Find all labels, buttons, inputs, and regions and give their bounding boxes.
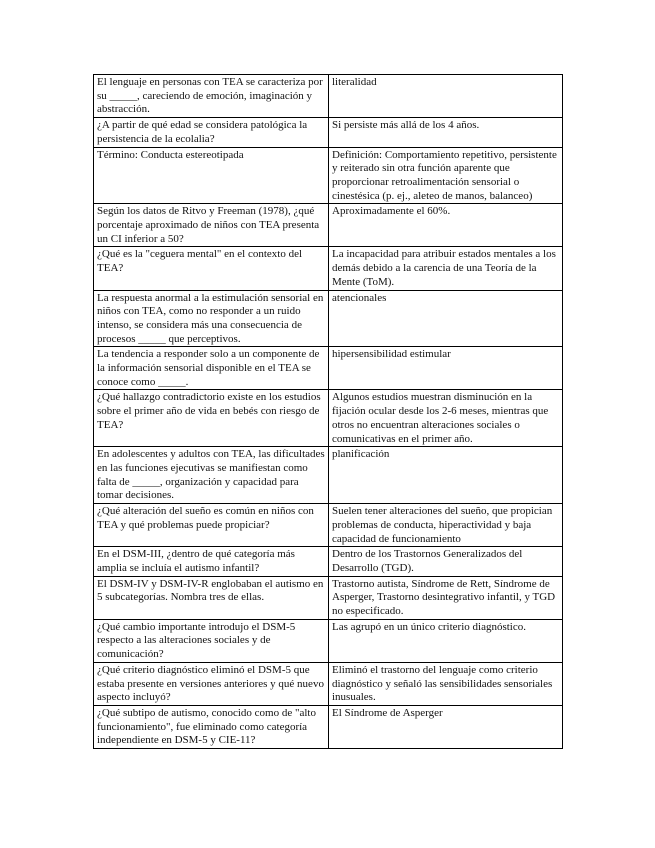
answer-cell: Dentro de los Trastornos Generalizados del Desarrollo (TGD).	[329, 547, 563, 576]
answer-cell: El Síndrome de Asperger	[329, 705, 563, 748]
question-cell: La tendencia a responder solo a un componente de la información sensorial disponible en el TEA se conoce como _____.	[94, 347, 329, 390]
answer-cell: Aproximadamente el 60%.	[329, 204, 563, 247]
table-row	[94, 290, 563, 347]
table-row	[94, 662, 563, 705]
answer-cell: atencionales	[329, 290, 563, 347]
table-row	[94, 75, 563, 118]
question-cell: El lenguaje en personas con TEA se caracteriza por su _____, careciendo de emoción, imaginación y abstracción.	[94, 75, 329, 118]
question-cell: En adolescentes y adultos con TEA, las dificultades en las funciones ejecutivas se manifiestan como falta de _____, organización y capacidad para tomar decisiones.	[94, 447, 329, 504]
question-cell: Término: Conducta estereotipada	[94, 147, 329, 204]
question-cell: ¿Qué es la "ceguera mental" en el contexto del TEA?	[94, 247, 329, 290]
question-cell: ¿Qué cambio importante introdujo el DSM-5 respecto a las alteraciones sociales y de comunicación?	[94, 619, 329, 662]
table-row	[94, 204, 563, 247]
question-cell: En el DSM-III, ¿dentro de qué categoría más amplia se incluía el autismo infantil?	[94, 547, 329, 576]
answer-cell: hipersensibilidad estimular	[329, 347, 563, 390]
question-cell: La respuesta anormal a la estimulación sensorial en niños con TEA, como no responder a un ruido intenso, se considera más una consecuencia de procesos _____ que perceptivos.	[94, 290, 329, 347]
answer-cell: Si persiste más allá de los 4 años.	[329, 118, 563, 147]
answer-cell: Las agrupó en un único criterio diagnóstico.	[329, 619, 563, 662]
answer-cell: Eliminó el trastorno del lenguaje como criterio diagnóstico y señaló las sensibilidades sensoriales inusuales.	[329, 662, 563, 705]
question-cell: ¿Qué criterio diagnóstico eliminó el DSM-5 que estaba presente en versiones anteriores y qué nuevo aspecto incluyó?	[94, 662, 329, 705]
table-row	[94, 247, 563, 290]
question-cell: ¿Qué hallazgo contradictorio existe en los estudios sobre el primer año de vida en bebés con riesgo de TEA?	[94, 390, 329, 447]
question-cell: El DSM-IV y DSM-IV-R englobaban el autismo en 5 subcategorías. Nombra tres de ellas.	[94, 576, 329, 619]
answer-cell: Suelen tener alteraciones del sueño, que propician problemas de conducta, hiperactividad y baja capacidad de funcionamiento	[329, 504, 563, 547]
table-row	[94, 504, 563, 547]
table-row	[94, 547, 563, 576]
answer-cell: planificación	[329, 447, 563, 504]
question-cell: Según los datos de Ritvo y Freeman (1978), ¿qué porcentaje aproximado de niños con TEA presenta un CI inferior a 50?	[94, 204, 329, 247]
question-cell: ¿A partir de qué edad se considera patológica la persistencia de la ecolalia?	[94, 118, 329, 147]
flashcard-rows	[94, 75, 563, 749]
table-row	[94, 619, 563, 662]
table-row	[94, 447, 563, 504]
question-cell: ¿Qué alteración del sueño es común en niños con TEA y qué problemas puede propiciar?	[94, 504, 329, 547]
table-row	[94, 390, 563, 447]
table-row	[94, 347, 563, 390]
answer-cell: La incapacidad para atribuir estados mentales a los demás debido a la carencia de una Teoría de la Mente (ToM).	[329, 247, 563, 290]
question-cell: ¿Qué subtipo de autismo, conocido como de "alto funcionamiento", fue eliminado como categoría independiente en DSM-5 y CIE-11?	[94, 705, 329, 748]
table-row	[94, 147, 563, 204]
table-row	[94, 118, 563, 147]
answer-cell: Algunos estudios muestran disminución en la fijación ocular desde los 2-6 meses, mientras que otros no encuentran alteraciones sociales o comunicativas en el primer año.	[329, 390, 563, 447]
table-row	[94, 576, 563, 619]
answer-cell: Definición: Comportamiento repetitivo, persistente y reiterado sin otra función aparente que proporcionar retroalimentación sensorial o cinestésica (p. ej., aleteo de manos, balanceo)	[329, 147, 563, 204]
table-row	[94, 705, 563, 748]
flashcard-table	[93, 74, 563, 749]
answer-cell: literalidad	[329, 75, 563, 118]
answer-cell: Trastorno autista, Síndrome de Rett, Síndrome de Asperger, Trastorno desintegrativo infantil, y TGD no especificado.	[329, 576, 563, 619]
